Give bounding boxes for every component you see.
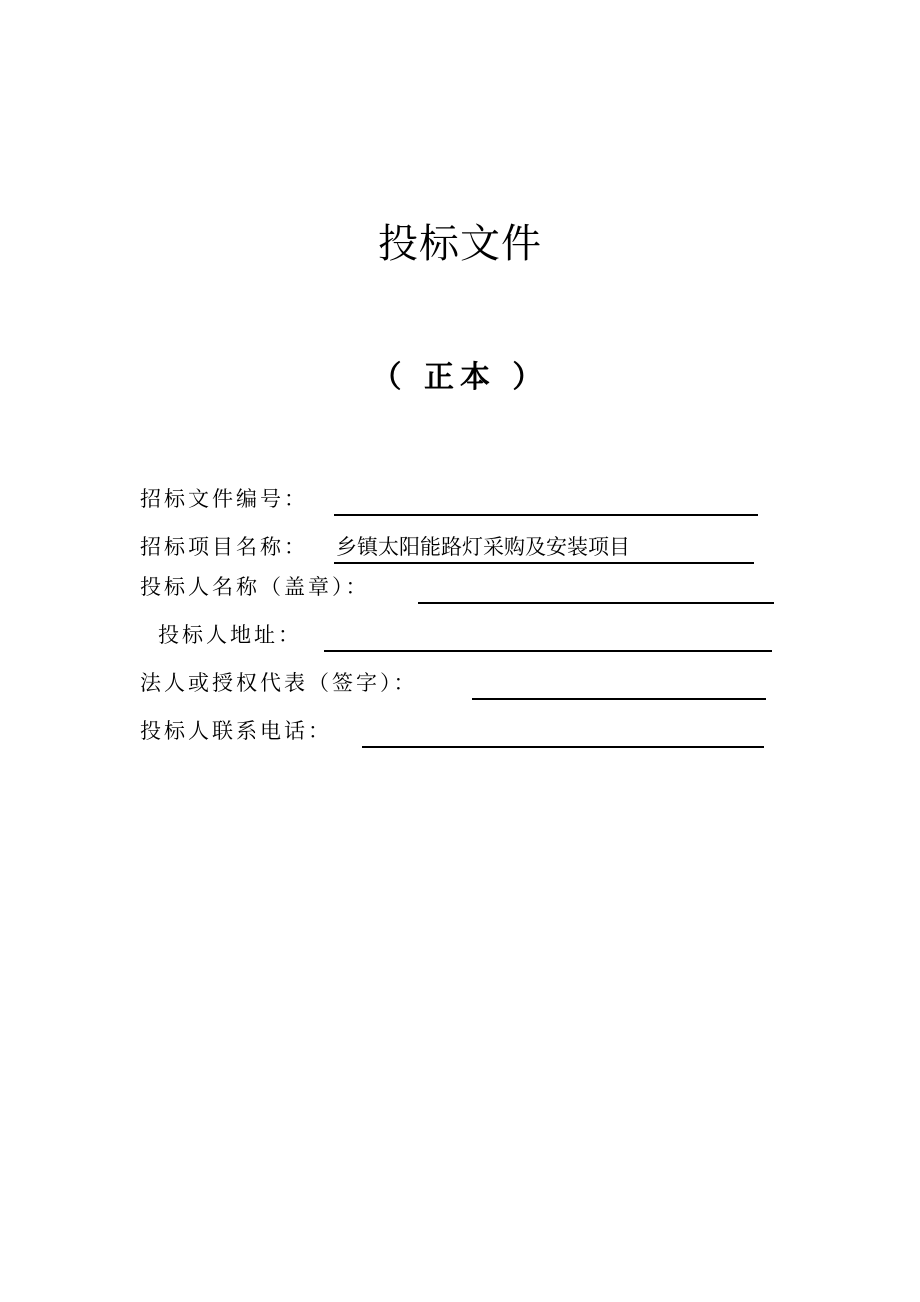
field-label: 投标人名称（盖章）： [140,575,370,599]
field-label: 法人或授权代表（签字）： [140,671,418,695]
field-label: 投标人联系电话： [140,719,332,743]
field-bid-number [140,482,760,516]
field-legal-representative [140,666,776,700]
field-label: 招标项目名称： [140,535,308,559]
document-subtitle: （ 正本 ） [371,360,549,395]
fill-in-line[interactable] [418,570,774,604]
field-bidder-address [140,618,776,652]
field-bidder-name [140,570,776,604]
field-bidder-phone [140,714,776,748]
fill-in-line[interactable] [362,714,764,748]
field-label: 投标人地址： [158,623,302,647]
fill-in-line[interactable] [334,530,754,564]
field-value: 乡镇太阳能路灯采购及安装项目 [336,535,630,559]
field-label: 招标文件编号： [140,487,308,511]
document-title: 投标文件 [378,221,542,267]
fill-in-line[interactable] [334,482,758,516]
field-project-name [140,530,760,564]
fill-in-line[interactable] [324,618,772,652]
fill-in-line[interactable] [472,666,766,700]
